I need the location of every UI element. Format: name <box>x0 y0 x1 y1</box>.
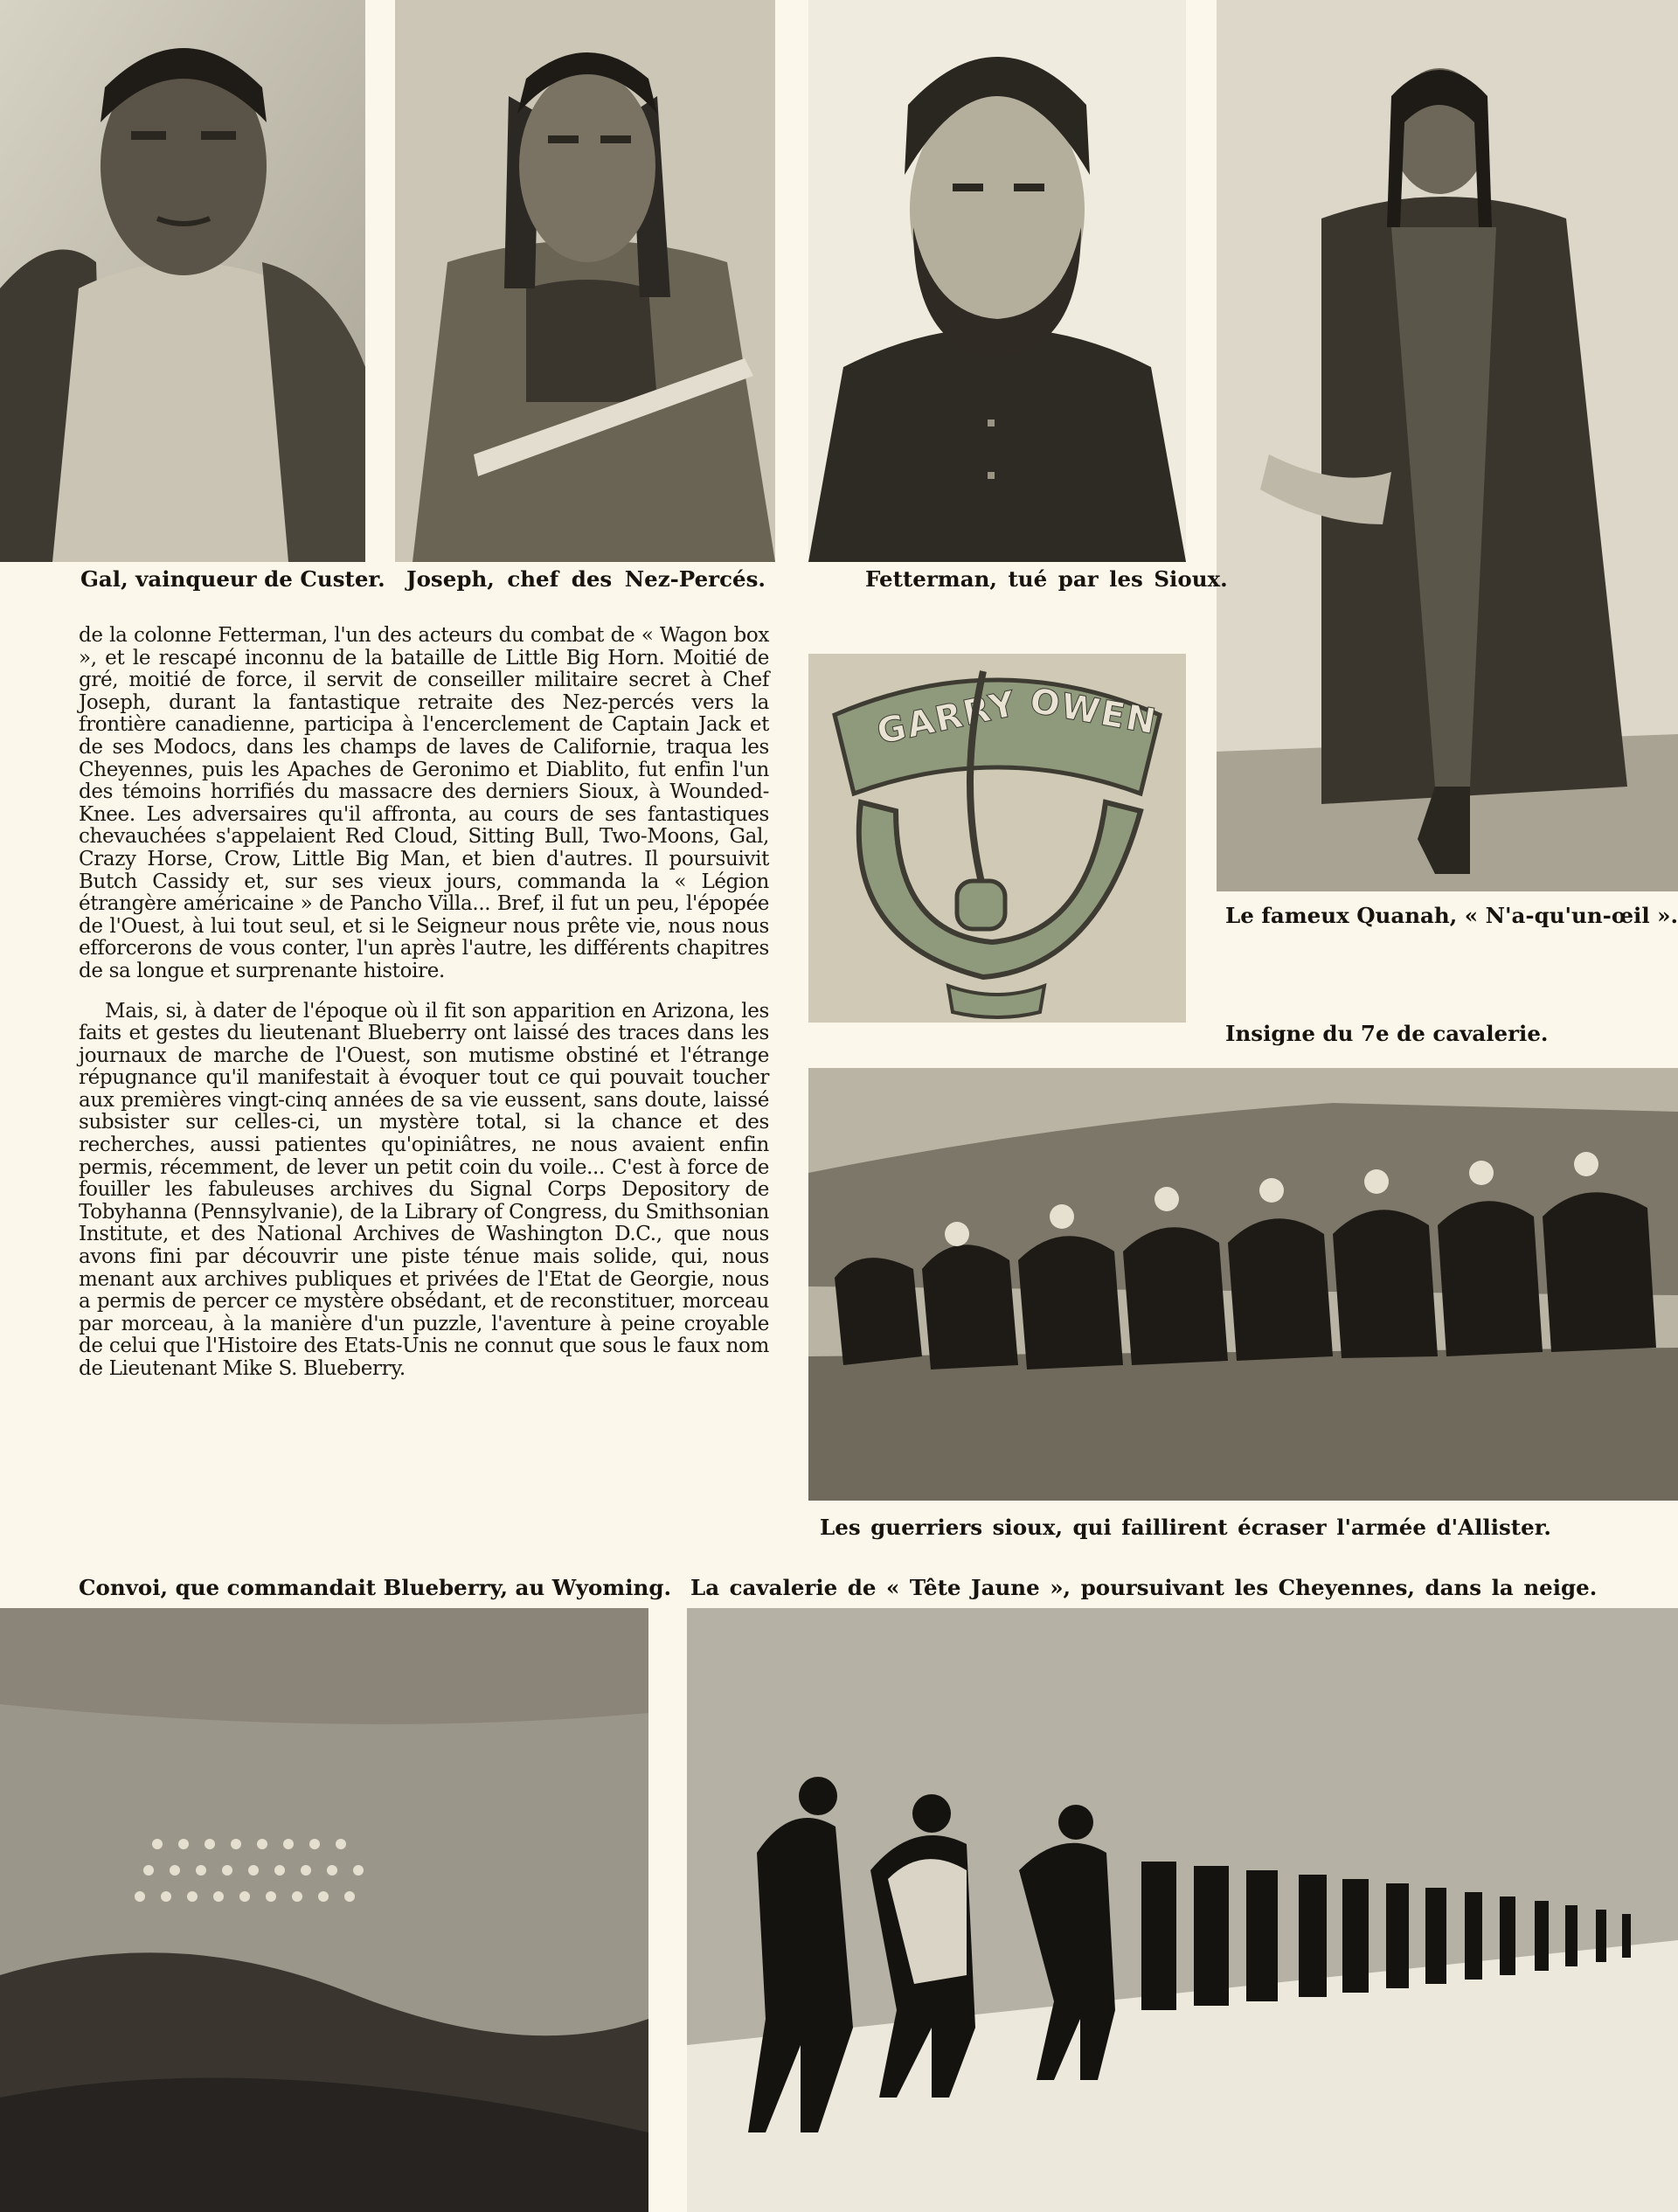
caption-joseph: Joseph, chef des Nez-Percés. <box>406 566 766 592</box>
caption-insignia: Insigne du 7e de cavalerie. <box>1225 1021 1549 1046</box>
article-paragraph: de la colonne Fetterman, l'un des acteurs du combat de « Wagon box », et le rescapé inconnu de la bataille de Little Big Horn. Moitié de gré, moitié de force, il servit de conseiller militaire secret à Chef Joseph, durant la fantastique retraite des Nez-percés vers la frontière canadienne, participa à l'encerclement de Captain Jack et de ses Modocs, dans les champs de laves de Californie, traqua les Cheyennes, puis les Apaches de Geronimo et Diablito, fut enfin l'un des témoins horrifiés du massacre des derniers Sioux, à Wounded-Knee. Les adversaires qu'il affronta, au cours de ses fantastiques chevauchées s'appelaient Red Cloud, Sitting Bull, Two-Moons, Gal, Crazy Horse, Crow, Little Big Man, et bien d'autres. Il poursuivit Butch Cassidy et, sur ses vieux jours, commanda la « Légion étrangère américaine » de Pancho Villa... Bref, il fut un peu, l'épopée de l'Ouest, à lui tout seul, et si le Seigneur nous prête vie, nous nous efforcerons de vous conter, l'un après l'autre, les différents chapitres de sa longue et surprenante histoire. <box>79 624 769 982</box>
sioux-warriors-image <box>808 1068 1678 1501</box>
article-paragraph: Mais, si, à dater de l'époque où il fit son apparition en Arizona, les faits et gestes du lieutenant Blueberry ont laissé des traces dans les journaux de marche de l'Ouest, son mutisme obstiné et l'étrange répugnance qu'il manifestait à évoquer tout ce qui pouvait toucher aux premières vingt-cinq années de sa vie eussent, sans doute, laissé subsister sur celles-ci, un mystère total, si la chance et des recherches, aussi patientes qu'opiniâtres, ne nous avaient enfin permis, récemment, de lever un petit coin du voile... C'est à force de fouiller les fabuleuses archives du Signal Corps Depository de Tobyhanna (Pennsylvanie), de la Library of Congress, du Smithsonian Institute, et des National Archives de Washington D.C., que nous avons fini par découvrir une piste ténue mais solide, qui, nous menant aux archives publiques et privées de l'Etat de Georgie, nous a permis de percer ce mystère obsédant, et de reconstituer, morceau par morceau, à la manière d'un puzzle, l'aventure à peine croyable de celui que l'Histoire des Etats-Unis ne connut que sous le faux nom de Lieutenant Mike S. Blueberry. <box>79 999 769 1380</box>
photo-joseph <box>395 0 775 562</box>
photo-fetterman <box>808 0 1186 562</box>
cavalry-snow-image <box>687 1608 1678 2212</box>
photo-quanah <box>1217 0 1678 891</box>
gal-portrait-image <box>0 0 365 562</box>
photo-sioux-warriors <box>808 1068 1678 1501</box>
caption-sioux-warriors: Les guerriers sioux, qui faillirent écraser l'armée d'Allister. <box>820 1515 1551 1540</box>
badge-text-left: GARRY <box>873 683 1021 752</box>
caption-convoy: Convoi, que commandait Blueberry, au Wyoming. <box>79 1575 671 1600</box>
photo-cavalry-snow <box>687 1608 1678 2212</box>
caption-cavalry-snow: La cavalerie de « Tête Jaune », poursuivant les Cheyennes, dans la neige. <box>690 1575 1598 1600</box>
quanah-portrait-image <box>1217 0 1678 891</box>
convoy-image <box>0 1608 648 2212</box>
photo-insignia <box>808 654 1186 1023</box>
photo-convoy <box>0 1608 648 2212</box>
photo-gal <box>0 0 365 562</box>
insignia-image <box>808 654 1186 1023</box>
fetterman-portrait-image <box>808 0 1186 562</box>
caption-fetterman: Fetterman, tué par les Sioux. <box>865 566 1228 592</box>
article-body <box>79 625 769 1398</box>
badge-text-right: OWEN <box>1026 680 1161 743</box>
caption-gal: Gal, vainqueur de Custer. <box>80 566 385 592</box>
caption-quanah: Le fameux Quanah, « N'a-qu'un-œil ». <box>1225 903 1678 928</box>
joseph-portrait-image <box>395 0 775 562</box>
